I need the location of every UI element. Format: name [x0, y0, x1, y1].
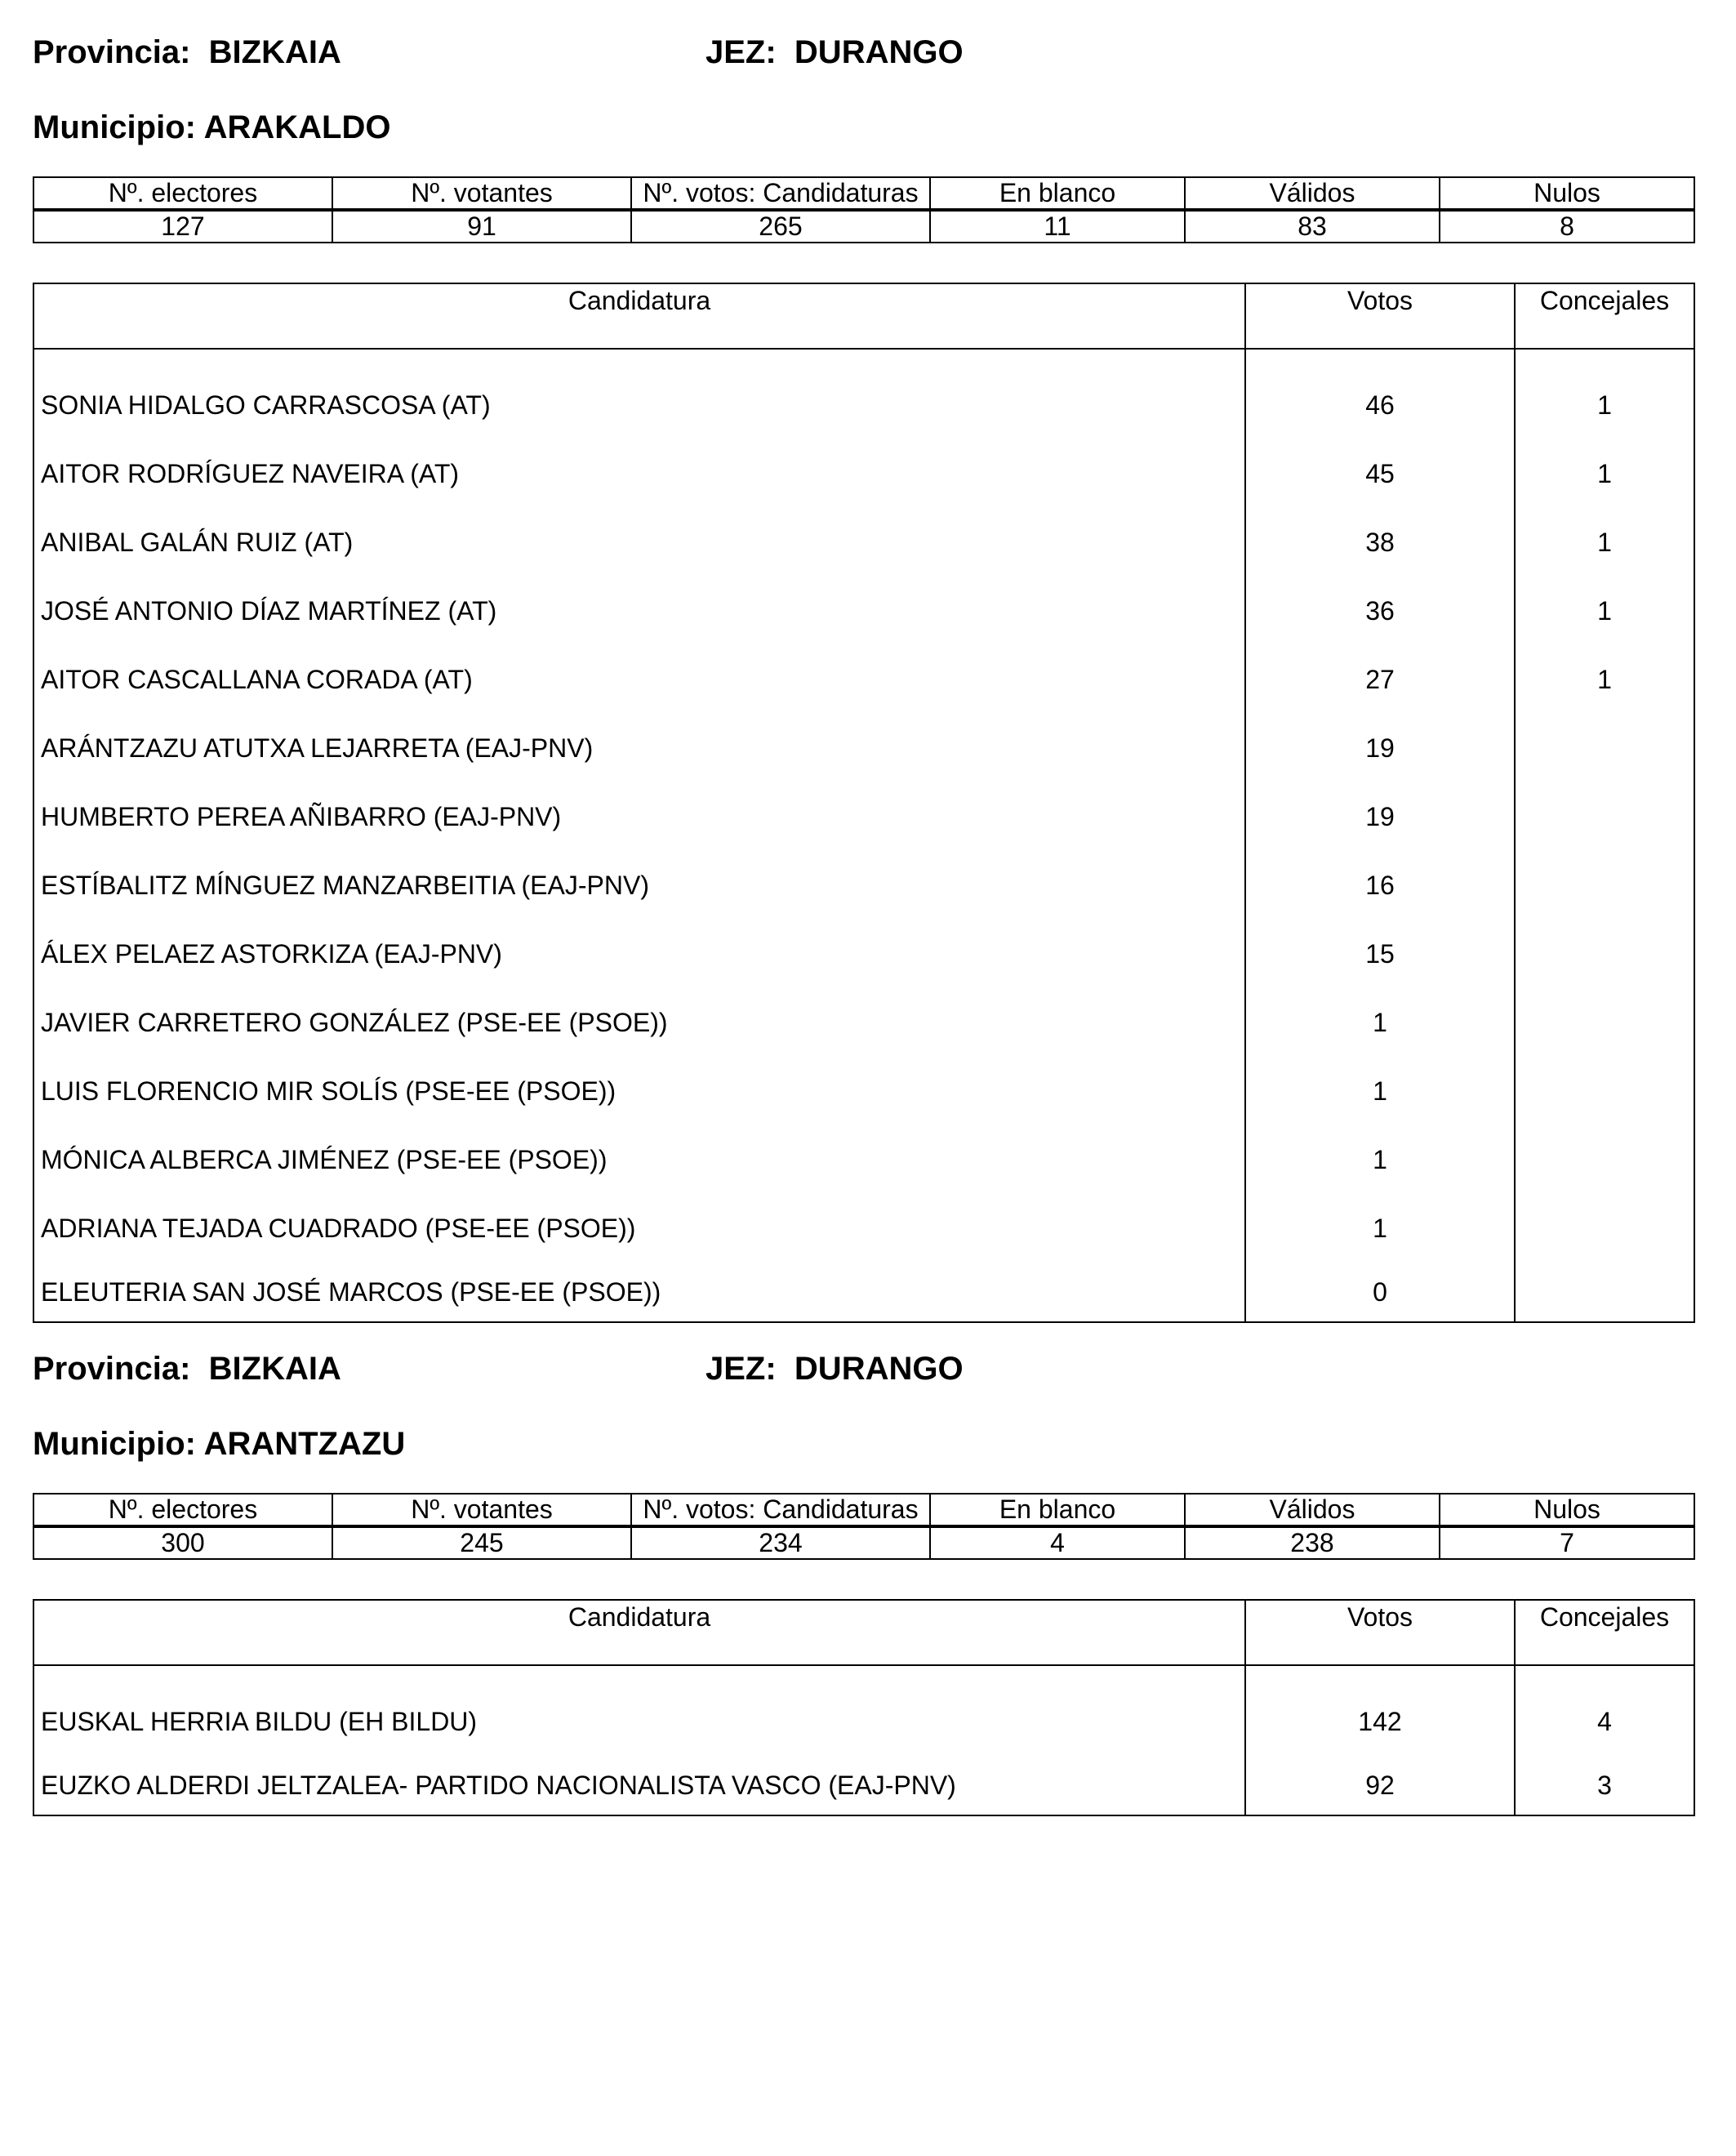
value-en-blanco: 4	[930, 1526, 1185, 1559]
candidate-concejales	[1515, 782, 1694, 851]
candidate-name: ADRIANA TEJADA CUADRADO (PSE-EE (PSOE))	[41, 1213, 636, 1243]
jez-heading	[706, 28, 964, 77]
table-row	[33, 714, 1694, 782]
provincia-heading	[33, 28, 341, 77]
header-votantes: Nº. votantes	[332, 1494, 631, 1526]
provincia-label: Provincia:	[33, 34, 191, 70]
candidate-name: ARÁNTZAZU ATUTXA LEJARRETA (EAJ-PNV)	[41, 733, 594, 763]
municipio-label: Municipio:	[33, 1426, 196, 1462]
summary-header-row	[33, 1494, 1694, 1526]
table-row	[33, 1194, 1694, 1263]
candidate-concejales: 4	[1515, 1665, 1694, 1756]
jez-value: DURANGO	[794, 1351, 964, 1387]
table-row	[33, 645, 1694, 714]
candidate-concejales	[1515, 1194, 1694, 1263]
header-electores: Nº. electores	[33, 177, 332, 210]
table-row	[33, 782, 1694, 851]
table-row	[33, 920, 1694, 988]
candidate-name: ÁLEX PELAEZ ASTORKIZA (EAJ-PNV)	[41, 938, 502, 969]
value-validos: 238	[1185, 1526, 1440, 1559]
header-candidatura: Candidatura	[33, 1600, 1245, 1665]
header-concejales: Concejales	[1515, 283, 1694, 349]
candidate-concejales: 3	[1515, 1756, 1694, 1815]
table-row	[33, 349, 1694, 439]
table-row	[33, 1125, 1694, 1194]
candidate-name: EUSKAL HERRIA BILDU (EH BILDU)	[41, 1706, 478, 1736]
candidate-name: AITOR RODRÍGUEZ NAVEIRA (AT)	[41, 458, 460, 488]
value-electores: 127	[33, 210, 332, 243]
candidate-concejales	[1515, 851, 1694, 920]
municipio-heading	[33, 103, 390, 152]
value-en-blanco: 11	[930, 210, 1185, 243]
candidate-votos: 46	[1245, 349, 1515, 439]
value-votantes: 245	[332, 1526, 631, 1559]
candidate-concejales: 1	[1515, 645, 1694, 714]
candidate-votos: 19	[1245, 782, 1515, 851]
candidate-name: ELEUTERIA SAN JOSÉ MARCOS (PSE-EE (PSOE))	[41, 1276, 661, 1307]
candidates-table	[33, 283, 1695, 1323]
candidates-header-row	[33, 1600, 1694, 1665]
candidate-votos: 36	[1245, 577, 1515, 645]
value-votos-candidaturas: 234	[631, 1526, 930, 1559]
candidate-votos: 1	[1245, 1057, 1515, 1125]
candidate-votos: 16	[1245, 851, 1515, 920]
municipio-value: ARAKALDO	[203, 109, 391, 145]
provincia-label: Provincia:	[33, 1351, 191, 1387]
candidate-votos: 142	[1245, 1665, 1515, 1756]
table-row	[33, 1057, 1694, 1125]
header-nulos: Nulos	[1440, 177, 1694, 210]
candidate-name: EUZKO ALDERDI JELTZALEA- PARTIDO NACIONALISTA VASCO (EAJ-PNV)	[41, 1770, 956, 1800]
candidate-votos: 1	[1245, 1125, 1515, 1194]
candidate-votos: 19	[1245, 714, 1515, 782]
header-validos: Válidos	[1185, 177, 1440, 210]
table-row	[33, 1756, 1694, 1815]
candidate-votos: 27	[1245, 645, 1515, 714]
table-row	[33, 1263, 1694, 1322]
table-row	[33, 1665, 1694, 1756]
candidate-votos: 38	[1245, 508, 1515, 577]
summary-table	[33, 1493, 1695, 1560]
table-row	[33, 988, 1694, 1057]
jez-label: JEZ:	[706, 1351, 777, 1387]
candidate-name: ESTÍBALITZ MÍNGUEZ MANZARBEITIA (EAJ-PNV)	[41, 870, 649, 900]
candidate-concejales	[1515, 920, 1694, 988]
value-votantes: 91	[332, 210, 631, 243]
value-validos: 83	[1185, 210, 1440, 243]
table-row	[33, 508, 1694, 577]
candidate-concejales	[1515, 1263, 1694, 1322]
candidate-concejales: 1	[1515, 508, 1694, 577]
candidate-votos: 1	[1245, 1194, 1515, 1263]
candidate-votos: 0	[1245, 1263, 1515, 1322]
candidate-concejales	[1515, 1125, 1694, 1194]
header-en-blanco: En blanco	[930, 1494, 1185, 1526]
table-row	[33, 577, 1694, 645]
table-row	[33, 851, 1694, 920]
candidate-name: AITOR CASCALLANA CORADA (AT)	[41, 664, 473, 694]
candidate-concejales: 1	[1515, 439, 1694, 508]
candidate-concejales	[1515, 714, 1694, 782]
provincia-value: BIZKAIA	[208, 1351, 341, 1387]
candidate-concejales	[1515, 988, 1694, 1057]
header-votos-candidaturas: Nº. votos: Candidaturas	[631, 177, 930, 210]
jez-value: DURANGO	[794, 34, 964, 70]
summary-values-row	[33, 1526, 1694, 1559]
candidate-concejales	[1515, 1057, 1694, 1125]
candidate-name: HUMBERTO PEREA AÑIBARRO (EAJ-PNV)	[41, 801, 562, 831]
header-votantes: Nº. votantes	[332, 177, 631, 210]
header-nulos: Nulos	[1440, 1494, 1694, 1526]
candidate-name: JOSÉ ANTONIO DÍAZ MARTÍNEZ (AT)	[41, 595, 497, 626]
candidate-name: SONIA HIDALGO CARRASCOSA (AT)	[41, 390, 491, 420]
jez-label: JEZ:	[706, 34, 777, 70]
candidate-name: ANIBAL GALÁN RUIZ (AT)	[41, 527, 354, 557]
table-row	[33, 439, 1694, 508]
jez-heading	[706, 1344, 964, 1393]
header-candidatura: Candidatura	[33, 283, 1245, 349]
value-nulos: 7	[1440, 1526, 1694, 1559]
candidate-name: LUIS FLORENCIO MIR SOLÍS (PSE-EE (PSOE))	[41, 1076, 617, 1106]
header-votos-candidaturas: Nº. votos: Candidaturas	[631, 1494, 930, 1526]
header-votos: Votos	[1245, 283, 1515, 349]
header-electores: Nº. electores	[33, 1494, 332, 1526]
municipio-value: ARANTZAZU	[203, 1426, 406, 1462]
provincia-heading	[33, 1344, 341, 1393]
summary-values-row	[33, 210, 1694, 243]
provincia-value: BIZKAIA	[208, 34, 341, 70]
municipio-label: Municipio:	[33, 109, 196, 145]
header-votos: Votos	[1245, 1600, 1515, 1665]
candidates-table	[33, 1599, 1695, 1816]
summary-table	[33, 176, 1695, 243]
value-nulos: 8	[1440, 210, 1694, 243]
header-en-blanco: En blanco	[930, 177, 1185, 210]
candidate-concejales: 1	[1515, 349, 1694, 439]
municipio-heading	[33, 1419, 405, 1468]
candidate-name: MÓNICA ALBERCA JIMÉNEZ (PSE-EE (PSOE))	[41, 1144, 608, 1174]
candidate-votos: 15	[1245, 920, 1515, 988]
summary-header-row	[33, 177, 1694, 210]
value-electores: 300	[33, 1526, 332, 1559]
candidate-concejales: 1	[1515, 577, 1694, 645]
candidate-name: JAVIER CARRETERO GONZÁLEZ (PSE-EE (PSOE))	[41, 1007, 668, 1037]
header-concejales: Concejales	[1515, 1600, 1694, 1665]
candidate-votos: 1	[1245, 988, 1515, 1057]
candidates-header-row	[33, 283, 1694, 349]
header-validos: Válidos	[1185, 1494, 1440, 1526]
candidate-votos: 92	[1245, 1756, 1515, 1815]
value-votos-candidaturas: 265	[631, 210, 930, 243]
candidate-votos: 45	[1245, 439, 1515, 508]
